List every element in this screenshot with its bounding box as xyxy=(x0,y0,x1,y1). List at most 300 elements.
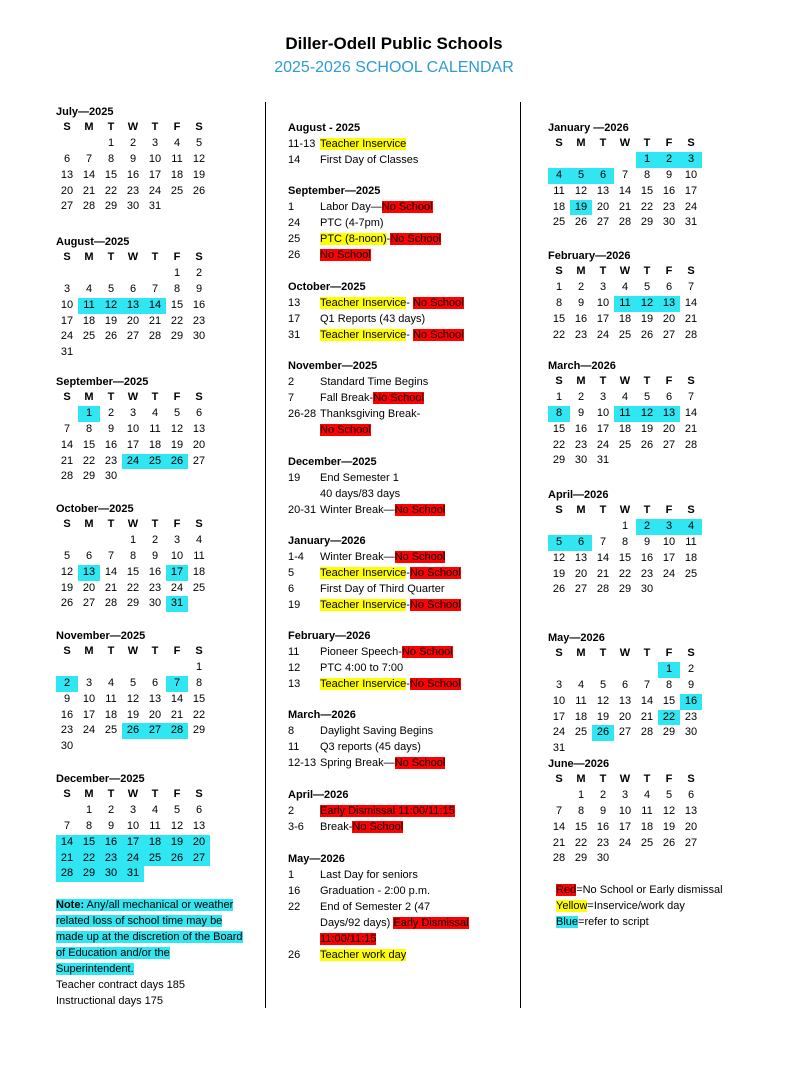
event-section xyxy=(288,279,508,343)
event-text-part: End of Semester 2 (47 xyxy=(320,901,431,913)
calendar-day: 2 xyxy=(56,676,78,692)
calendar-day: 30 xyxy=(126,200,140,213)
calendar-day xyxy=(658,582,680,598)
calendar-day: 16 xyxy=(100,835,122,851)
calendar-day: 16 xyxy=(192,298,206,311)
calendar-day: 6 xyxy=(195,803,203,816)
calendar-day: 9 xyxy=(665,168,673,181)
calendar-day: 18 xyxy=(144,835,166,851)
calendar-day: 12 xyxy=(636,296,658,312)
calendar-day: 11 xyxy=(193,549,205,562)
weekday-header: T xyxy=(599,375,607,387)
calendar-day: 1 xyxy=(636,152,658,168)
calendar-day: 28 xyxy=(684,328,698,341)
calendar-day: 29 xyxy=(78,866,100,882)
calendar-day: 21 xyxy=(552,836,566,849)
calendar-day: 4 xyxy=(643,788,651,801)
event-date: 11 xyxy=(288,741,300,753)
calendar-day: 26 xyxy=(192,184,206,197)
calendar-day: 26 xyxy=(122,723,144,739)
event-date: 12 xyxy=(288,662,301,674)
calendar-day xyxy=(100,739,122,755)
calendar-day: 8 xyxy=(85,819,93,832)
event-row xyxy=(288,644,508,660)
legend-item xyxy=(556,914,723,930)
calendar-day xyxy=(144,660,166,676)
calendar-day: 26 xyxy=(166,851,188,867)
weekday-header: S xyxy=(687,647,695,659)
calendar-day: 2 xyxy=(636,519,658,535)
event-text-part: No School xyxy=(409,678,461,690)
calendar-day: 14 xyxy=(684,406,698,419)
calendar-day: 17 xyxy=(662,551,676,564)
calendar-day xyxy=(144,866,166,882)
calendar-day: 4 xyxy=(85,282,93,295)
calendar-day: 31 xyxy=(596,454,610,467)
event-date: 1 xyxy=(288,869,295,881)
weekday-header: S xyxy=(555,773,563,785)
calendar-day: 3 xyxy=(680,152,702,168)
weekday-header: T xyxy=(151,251,159,263)
month-title: September—2025 xyxy=(56,376,149,388)
event-text-part: Q1 Reports (43 days) xyxy=(320,313,426,325)
calendar-day: 17 xyxy=(684,184,698,197)
calendar-day: 2 xyxy=(577,280,585,293)
calendar-day: 29 xyxy=(552,454,566,467)
calendar-day: 23 xyxy=(574,328,588,341)
calendar-day: 16 xyxy=(596,820,610,833)
calendar-day: 13 xyxy=(60,168,74,181)
calendar-day: 21 xyxy=(170,708,184,721)
calendar-day: 14 xyxy=(552,820,566,833)
event-row xyxy=(288,470,508,486)
calendar-day: 27 xyxy=(618,726,632,739)
calendar-day: 21 xyxy=(684,422,698,435)
event-text-part: Early Dismissal 11:00/11:15 xyxy=(320,805,455,817)
event-text xyxy=(320,739,508,755)
weekday-header: F xyxy=(665,375,673,387)
calendar-day: 6 xyxy=(665,280,673,293)
calendar-day xyxy=(56,533,78,549)
calendar-day: 1 xyxy=(577,788,585,801)
calendar-day: 8 xyxy=(665,678,673,691)
calendar-day: 15 xyxy=(618,551,632,564)
event-text-part: No School xyxy=(394,504,446,516)
calendar-day: 26 xyxy=(552,583,566,596)
event-text-part: No School xyxy=(320,249,371,261)
event-section xyxy=(288,533,508,613)
calendar-day: 23 xyxy=(574,438,588,451)
event-date xyxy=(288,931,320,947)
calendar-day: 11 xyxy=(149,422,161,435)
calendar-day: 13 xyxy=(192,819,206,832)
event-text-part: 40 days/83 days xyxy=(320,488,401,500)
calendar-day xyxy=(78,660,100,676)
weekday-header: T xyxy=(151,788,159,800)
calendar-day: 20 xyxy=(60,184,74,197)
calendar-day: 15 xyxy=(82,438,96,451)
calendar-day xyxy=(680,851,702,867)
calendar-day: 9 xyxy=(577,406,585,419)
calendar-day: 27 xyxy=(192,454,206,467)
month-calendar xyxy=(548,120,748,231)
event-date: 3-6 xyxy=(288,821,304,833)
weekday-header: S xyxy=(555,137,563,149)
event-row xyxy=(288,883,508,899)
event-text xyxy=(320,755,508,771)
calendar-day: 7 xyxy=(643,678,651,691)
calendar-day: 10 xyxy=(596,296,610,309)
month-grid xyxy=(56,517,256,612)
weekday-header: M xyxy=(576,504,586,516)
event-text-part: First Day of Classes xyxy=(320,154,419,166)
event-text-part: No School xyxy=(409,599,461,611)
event-date: 26 xyxy=(288,949,301,961)
calendar-day xyxy=(188,866,210,882)
calendar-day: 21 xyxy=(104,581,118,594)
calendar-day: 9 xyxy=(107,819,115,832)
event-text xyxy=(320,803,508,819)
month-calendar xyxy=(56,374,256,485)
event-row xyxy=(288,755,508,771)
calendar-day xyxy=(122,345,144,361)
calendar-day: 30 xyxy=(662,216,676,229)
calendar-day: 30 xyxy=(60,740,74,753)
calendar-day: 9 xyxy=(643,535,651,548)
month-title: March—2026 xyxy=(548,360,616,372)
calendar-day xyxy=(56,266,78,282)
calendar-day: 24 xyxy=(596,328,610,341)
calendar-day: 14 xyxy=(596,551,610,564)
calendar-day: 12 xyxy=(552,551,566,564)
weekday-header: W xyxy=(127,788,139,800)
calendar-day: 4 xyxy=(195,533,203,546)
calendar-day: 22 xyxy=(574,836,588,849)
calendar-day: 19 xyxy=(570,200,592,216)
calendar-day: 4 xyxy=(548,168,570,184)
calendar-day: 25 xyxy=(618,438,632,451)
calendar-day: 12 xyxy=(60,565,74,578)
calendar-day xyxy=(100,345,122,361)
calendar-day: 29 xyxy=(662,726,676,739)
calendar-day: 28 xyxy=(56,866,78,882)
event-text-part: No School xyxy=(390,233,442,245)
calendar-day: 20 xyxy=(662,312,676,325)
calendar-day: 21 xyxy=(596,567,610,580)
calendar-day: 12 xyxy=(170,819,184,832)
calendar-day: 30 xyxy=(192,330,206,343)
weekday-header: W xyxy=(127,645,139,657)
event-text-part: - xyxy=(406,567,410,579)
event-text-part: Teacher Inservice xyxy=(320,297,407,309)
event-text-part: Fall Break- xyxy=(320,392,374,404)
event-date: 17 xyxy=(288,313,301,325)
calendar-day: 8 xyxy=(173,282,181,295)
event-text-part: No School xyxy=(373,392,424,404)
calendar-day: 10 xyxy=(618,804,632,817)
event-row xyxy=(288,374,508,390)
makeup-note xyxy=(56,897,246,1009)
event-date xyxy=(288,915,320,931)
calendar-day: 14 xyxy=(60,438,74,451)
calendar-day: 7 xyxy=(621,168,629,181)
calendar-day: 9 xyxy=(195,282,203,295)
event-text-part: No School xyxy=(409,567,461,579)
calendar-day xyxy=(658,453,680,469)
event-date: 26 xyxy=(288,249,301,261)
event-month-title: May—2026 xyxy=(288,853,345,865)
event-month-title: March—2026 xyxy=(288,709,356,721)
month-calendar xyxy=(56,771,256,882)
calendar-day: 17 xyxy=(166,565,188,581)
calendar-day: 16 xyxy=(148,565,162,578)
calendar-day: 13 xyxy=(148,692,162,705)
event-text-part: Graduation - 2:00 p.m. xyxy=(320,885,431,897)
weekday-header: T xyxy=(643,375,651,387)
event-date: 13 xyxy=(288,297,301,309)
calendar-day: 21 xyxy=(60,454,74,467)
calendar-day: 6 xyxy=(621,678,629,691)
calendar-day: 20 xyxy=(188,835,210,851)
calendar-day: 4 xyxy=(107,676,115,689)
month-grid xyxy=(56,787,256,882)
calendar-day xyxy=(144,345,166,361)
month-grid xyxy=(56,250,256,361)
event-row xyxy=(288,947,508,963)
weekday-header: S xyxy=(63,121,71,133)
legend-key: Red xyxy=(556,884,577,896)
weekday-header: M xyxy=(84,391,94,403)
weekday-header: S xyxy=(195,251,203,263)
calendar-day: 28 xyxy=(596,583,610,596)
calendar-day: 20 xyxy=(662,422,676,435)
event-text xyxy=(320,597,508,613)
event-row xyxy=(288,581,508,597)
calendar-day: 19 xyxy=(552,567,566,580)
calendar-day: 19 xyxy=(104,314,118,327)
calendar-day: 5 xyxy=(643,280,651,293)
calendar-day: 18 xyxy=(618,422,632,435)
calendar-day: 31 xyxy=(122,866,144,882)
event-text-part: Teacher Inservice xyxy=(320,599,407,611)
calendar-day: 24 xyxy=(122,454,144,470)
event-text-part: - xyxy=(406,599,410,611)
weekday-header: S xyxy=(687,265,695,277)
calendar-day: 30 xyxy=(100,866,122,882)
event-text xyxy=(320,565,508,581)
calendar-day: 15 xyxy=(104,168,118,181)
event-text xyxy=(320,581,508,597)
calendar-day: 26 xyxy=(166,454,188,470)
calendar-day: 2 xyxy=(151,533,159,546)
calendar-day: 22 xyxy=(640,200,654,213)
event-date: 1-4 xyxy=(288,551,304,563)
event-row xyxy=(288,502,508,518)
calendar-day: 5 xyxy=(548,535,570,551)
calendar-day: 2 xyxy=(687,662,695,675)
calendar-day: 18 xyxy=(148,438,162,451)
weekday-header: T xyxy=(643,773,651,785)
calendar-day xyxy=(122,739,144,755)
month-calendar xyxy=(548,248,748,343)
legend-item xyxy=(556,882,723,898)
calendar-day: 21 xyxy=(56,851,78,867)
calendar-day: 31 xyxy=(148,200,162,213)
calendar-day: 12 xyxy=(192,152,206,165)
calendar-day: 14 xyxy=(82,168,96,181)
calendar-day: 5 xyxy=(63,549,71,562)
weekday-header: F xyxy=(173,518,181,530)
calendar-day: 1 xyxy=(85,803,93,816)
event-date: 24 xyxy=(288,217,301,229)
calendar-day: 28 xyxy=(166,723,188,739)
calendar-day: 28 xyxy=(104,597,118,610)
calendar-day: 6 xyxy=(85,549,93,562)
weekday-header: T xyxy=(643,504,651,516)
weekday-header: W xyxy=(619,375,631,387)
calendar-day: 10 xyxy=(126,819,140,832)
calendar-day: 14 xyxy=(618,184,632,197)
calendar-day: 7 xyxy=(107,549,115,562)
weekday-header: S xyxy=(63,251,71,263)
calendar-day: 31 xyxy=(166,596,188,612)
weekday-header: F xyxy=(665,647,673,659)
calendar-day: 2 xyxy=(107,803,115,816)
event-text xyxy=(320,390,508,406)
weekday-header: T xyxy=(107,391,115,403)
calendar-day: 29 xyxy=(192,724,206,737)
weekday-header: F xyxy=(173,645,181,657)
calendar-day: 16 xyxy=(662,184,676,197)
event-date xyxy=(288,486,320,502)
calendar-day: 25 xyxy=(574,726,588,739)
event-text xyxy=(320,295,508,311)
event-row xyxy=(288,915,508,931)
calendar-day: 27 xyxy=(662,328,676,341)
event-text xyxy=(320,470,508,486)
calendar-day: 21 xyxy=(82,184,96,197)
month-title: February—2026 xyxy=(548,250,631,262)
calendar-day: 8 xyxy=(621,535,629,548)
calendar-day: 17 xyxy=(60,314,74,327)
calendar-day xyxy=(636,453,658,469)
calendar-day: 17 xyxy=(596,312,610,325)
calendar-day: 15 xyxy=(662,694,676,707)
weekday-header: M xyxy=(84,645,94,657)
calendar-day: 10 xyxy=(170,549,184,562)
calendar-day: 29 xyxy=(574,852,588,865)
calendar-day xyxy=(658,741,680,757)
calendar-day: 27 xyxy=(126,330,140,343)
weekday-header: S xyxy=(195,788,203,800)
calendar-day: 24 xyxy=(684,200,698,213)
month-calendar xyxy=(56,628,256,755)
calendar-day: 2 xyxy=(129,136,137,149)
calendar-day: 11 xyxy=(641,804,653,817)
calendar-day: 20 xyxy=(574,567,588,580)
weekday-header: S xyxy=(687,375,695,387)
calendar-day: 22 xyxy=(552,328,566,341)
weekday-header: M xyxy=(84,788,94,800)
calendar-day: 28 xyxy=(82,200,96,213)
calendar-day: 19 xyxy=(126,708,140,721)
calendar-day: 19 xyxy=(60,581,74,594)
calendar-day: 8 xyxy=(555,296,563,309)
calendar-day: 27 xyxy=(82,597,96,610)
legend-key: Blue xyxy=(556,916,579,928)
calendar-day: 11 xyxy=(614,406,636,422)
calendar-day: 25 xyxy=(192,581,206,594)
calendar-day: 16 xyxy=(60,708,74,721)
calendar-day xyxy=(122,266,144,282)
calendar-day: 11 xyxy=(575,694,587,707)
event-text xyxy=(320,899,508,915)
legend-text: =Inservice/work day xyxy=(587,900,685,912)
calendar-day xyxy=(570,741,592,757)
event-text xyxy=(320,374,508,390)
month-calendar xyxy=(56,104,256,215)
event-month-title: January—2026 xyxy=(288,535,366,547)
month-calendar xyxy=(548,358,748,469)
calendar-day: 1 xyxy=(78,406,100,422)
calendar-day: 5 xyxy=(665,788,673,801)
calendar-day: 22 xyxy=(170,314,184,327)
calendar-day xyxy=(592,741,614,757)
month-calendar xyxy=(548,756,748,867)
calendar-day: 6 xyxy=(592,168,614,184)
calendar-day: 19 xyxy=(640,422,654,435)
calendar-day: 7 xyxy=(687,390,695,403)
event-date: 2 xyxy=(288,805,295,817)
calendar-day: 22 xyxy=(104,184,118,197)
calendar-day: 16 xyxy=(574,422,588,435)
event-date: 19 xyxy=(288,599,301,611)
calendar-day xyxy=(78,533,100,549)
event-text xyxy=(320,549,508,565)
calendar-day: 3 xyxy=(621,788,629,801)
calendar-day xyxy=(78,739,100,755)
calendar-day: 18 xyxy=(170,168,184,181)
calendar-day: 17 xyxy=(82,708,96,721)
calendar-day: 8 xyxy=(85,422,93,435)
calendar-day: 4 xyxy=(151,406,159,419)
month-title: November—2025 xyxy=(56,630,146,642)
calendar-day: 7 xyxy=(151,282,159,295)
weekday-header: T xyxy=(151,391,159,403)
event-text xyxy=(320,947,508,963)
event-text-part: No School xyxy=(401,646,453,658)
calendar-day: 22 xyxy=(192,708,206,721)
event-date: 20-31 xyxy=(288,504,317,516)
event-row xyxy=(288,486,508,502)
event-date: 13 xyxy=(288,678,301,690)
calendar-day: 7 xyxy=(599,535,607,548)
event-month-title: December—2025 xyxy=(288,456,377,468)
calendar-day xyxy=(166,469,188,485)
calendar-day: 4 xyxy=(173,136,181,149)
calendar-day: 24 xyxy=(596,438,610,451)
calendar-day: 12 xyxy=(596,694,610,707)
event-date: 31 xyxy=(288,329,301,341)
weekday-header: M xyxy=(576,375,586,387)
calendar-day xyxy=(144,266,166,282)
calendar-day: 13 xyxy=(684,804,698,817)
calendar-day xyxy=(570,152,592,168)
calendar-day xyxy=(614,851,636,867)
event-text-part: Last Day for seniors xyxy=(320,869,418,881)
calendar-day: 22 xyxy=(78,851,100,867)
calendar-day: 15 xyxy=(78,835,100,851)
